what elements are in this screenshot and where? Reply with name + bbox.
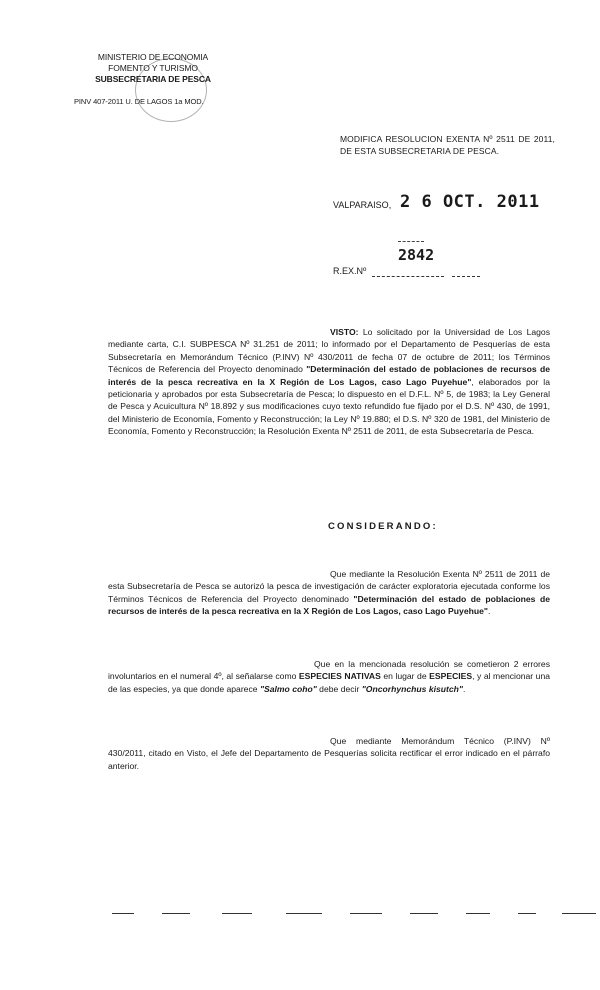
reference-code: PINV 407-2011 U. DE LAGOS 1a MOD. [74, 97, 204, 106]
date-stamp: 2 6 OCT. 2011 [400, 192, 540, 212]
considerando-paragraph-3: Que mediante Memorándum Técnico (P.INV) Nº 430/2011, citado en Visto, el Jefe del Departamento de Pesquerías solicita rectificar el error indicado en el párrafo anterior. [108, 736, 550, 771]
footer-rule [350, 913, 382, 914]
considerando-paragraph-2: Que en la mencionada resolución se cometieron 2 errores involuntarios en el numeral 4º, al señalarse como ESPECIES NATIVAS en lugar de ESPECIES, y al mencionar una de las especies, ya que donde aparece "Salmo coho" debe decir "Oncorhynchus kisutch". [108, 659, 551, 694]
footer-rule [112, 913, 134, 914]
footer-rule [162, 913, 190, 914]
subsecretaria-name: SUBSECRETARIA DE PESCA [95, 74, 211, 84]
project-title: "Determinación del estado de poblaciones de recursos de interés de la pesca recreativa en la X Región de Los Lagos, caso Lago Puyehue" [108, 364, 550, 387]
visto-paragraph: VISTO: Lo solicitado por la Universidad de Los Lagos mediante carta, C.I. SUBPESCA Nº 31.251 de 2011; lo informado por el Departamento de Pesquerías de esta Subsecretaría en Memorándum Técnico (P.INV) Nº 430/2011 de fecha 07 de octubre de 2011; los Términos Técnicos de Referencia del Proyecto denominado "Determinación del estado de poblaciones de recursos de interés de la pesca recreativa en la X Región de Los Lagos, caso Lago Puyehue", elaborados por la peticionaria y aprobados por esta Subsecretaría de Pesca; lo dispuesto en el D.F.L. Nº 5, de 1983; la Ley General de Pesca y Acuicultura Nº 18.892 y sus modificaciones cuyo texto refundido fue fijado por el D.S. Nº 430, de 1991, del Ministerio de Economía, Fomento y Reconstrucción; la Ley Nº 19.880; el D.S. Nº 320 de 1981, del Ministerio de Economía, Fomento y Reconstrucción; la Resolución Exenta Nº 2511 de 2011, de esta Subsecretaría de Pesca. [108, 327, 550, 437]
footer-rule [466, 913, 490, 914]
resolution-label: R.EX.Nº [333, 266, 367, 276]
subject-line: MODIFICA RESOLUCION EXENTA Nº 2511 DE 2011, DE ESTA SUBSECRETARIA DE PESCA. [340, 134, 555, 156]
footer-rule [286, 913, 322, 914]
resolution-underline-short [452, 276, 480, 277]
resolution-underline [372, 276, 444, 277]
resolution-number: 2842 [398, 246, 435, 264]
ministry-name: MINISTERIO DE ECONOMIA [97, 52, 209, 62]
letterhead [74, 52, 228, 106]
footer-rule [410, 913, 438, 914]
footer-rule [562, 913, 596, 914]
rex-dash-mark [398, 241, 424, 242]
visto-lead: VISTO: [330, 327, 359, 337]
ministry-subname: FOMENTO Y TURISMO [108, 63, 198, 73]
considerando-paragraph-1: Que mediante la Resolución Exenta Nº 2511 de 2011 de esta Subsecretaría de Pesca se autorizó la pesca de investigación de carácter exploratoria ejecutada conforme los Términos Técnicos de Referencia del Proyecto denominado "Determinación del estado de poblaciones de recursos de interés de la pesca recreativa en la X Región de Los Lagos, caso Lago Puyehue". [108, 569, 550, 617]
project-title-2: "Determinación del estado de poblaciones de recursos de interés de la pesca recreativa en la X Región de Los Lagos, caso Lago Puyehue" [108, 593, 550, 617]
place-label: VALPARAISO, [333, 200, 392, 210]
considerando-heading: CONSIDERANDO: [328, 521, 438, 532]
footer-rule [518, 913, 536, 914]
footer-rule [222, 913, 252, 914]
